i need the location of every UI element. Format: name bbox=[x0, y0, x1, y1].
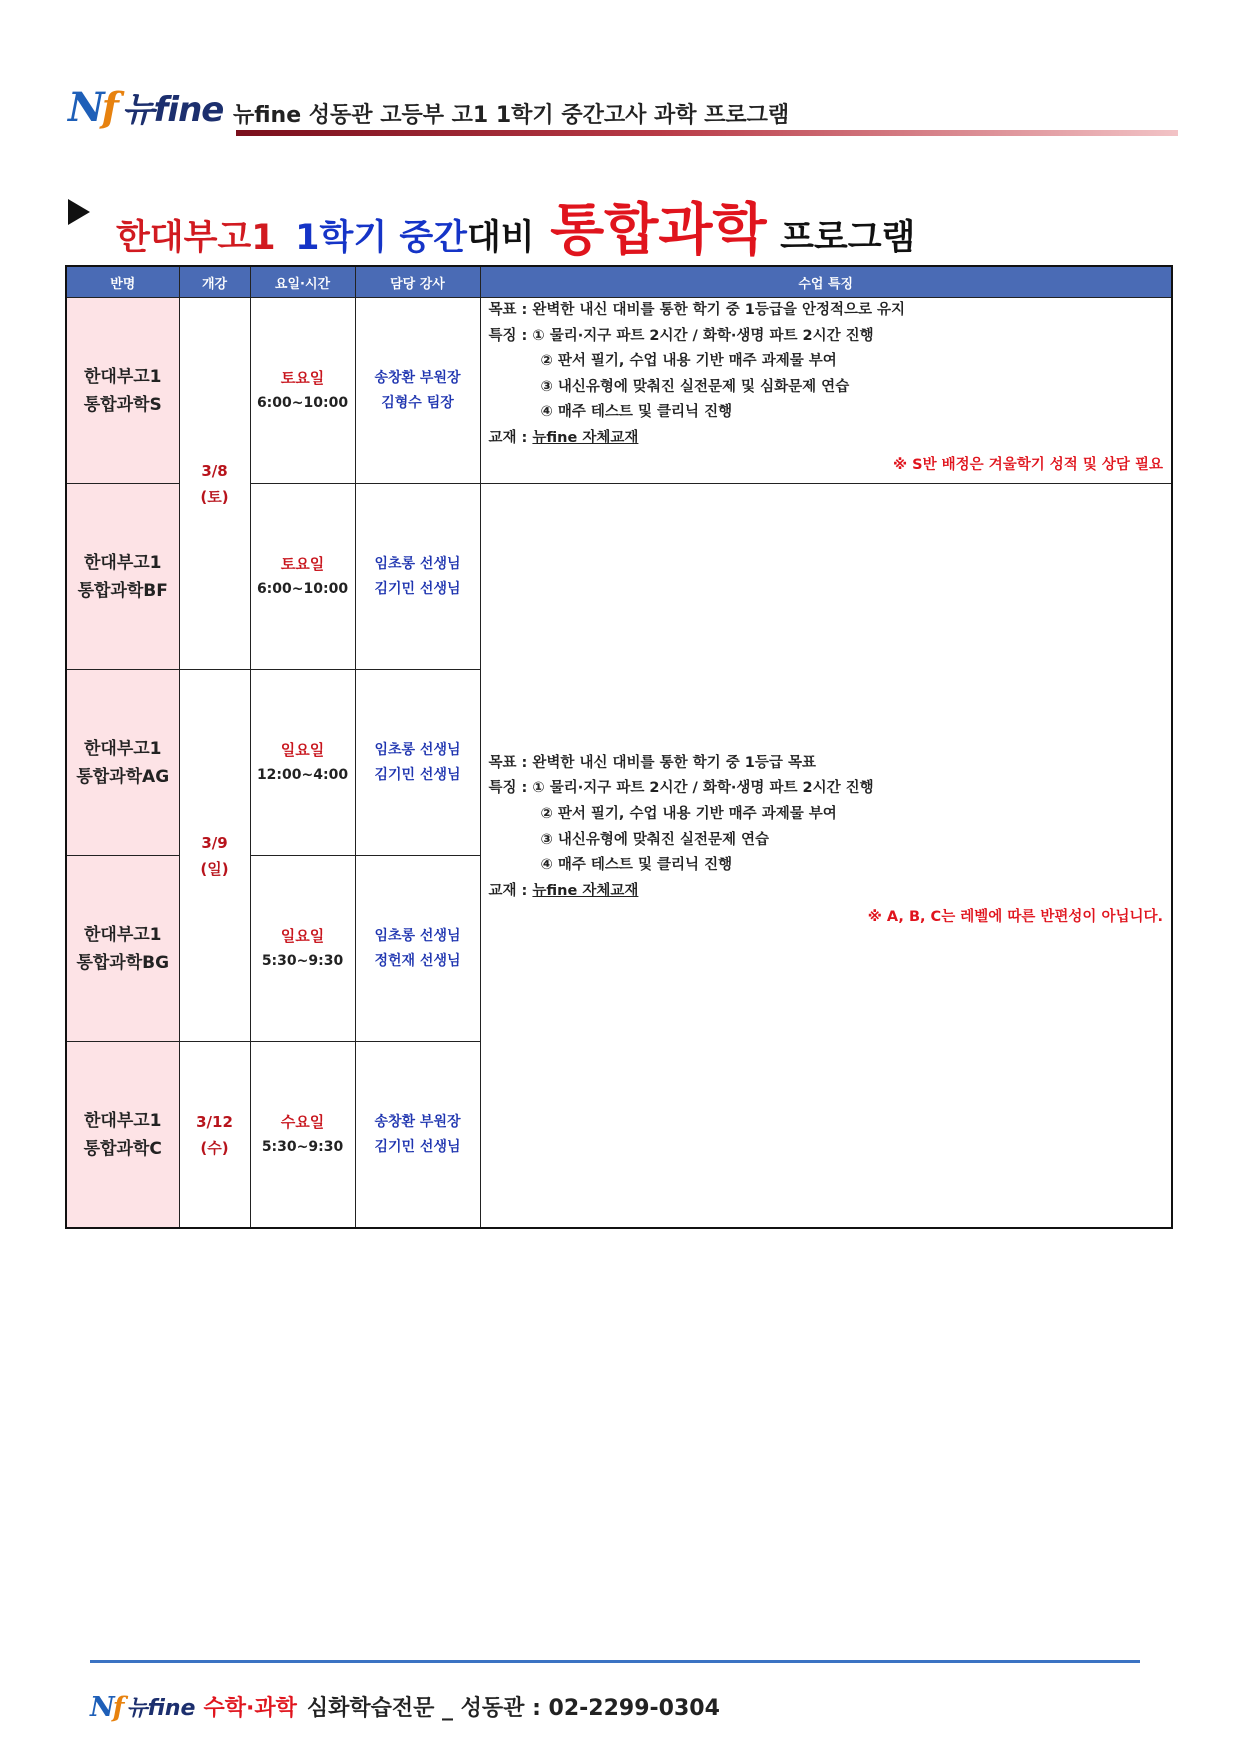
class-hours: 6:00~10:00 bbox=[256, 580, 349, 597]
time-cell bbox=[250, 856, 355, 1042]
col-header-features: 수업 특징 bbox=[480, 266, 1172, 298]
teacher-name: 정헌재 선생님 bbox=[374, 952, 461, 969]
feature-goal: 목표 : 완벽한 내신 대비를 통한 학기 중 1등급을 안정적으로 유지 bbox=[488, 302, 906, 318]
feature-item: ④ 매주 테스트 및 클리닉 진행 bbox=[540, 404, 733, 421]
class-school: 한대부고1 bbox=[83, 924, 162, 945]
open-weekday: (수) bbox=[200, 1138, 229, 1157]
play-arrow-icon bbox=[68, 199, 90, 225]
title-term: 1학기 중간 bbox=[295, 218, 467, 258]
feature-item: ② 판서 필기, 수업 내용 기반 매주 과제물 부여 bbox=[540, 353, 837, 370]
time-cell bbox=[250, 1042, 355, 1229]
time-cell bbox=[250, 670, 355, 856]
teacher-name: 김기민 선생님 bbox=[374, 1138, 461, 1155]
class-school: 한대부고1 bbox=[83, 1110, 162, 1131]
class-hours: 5:30~9:30 bbox=[261, 1138, 344, 1155]
open-date-cell bbox=[179, 670, 250, 1042]
feature-item: ④ 매주 테스트 및 클리닉 진행 bbox=[540, 857, 733, 874]
footer-divider bbox=[90, 1660, 1140, 1663]
feature-book bbox=[489, 426, 1164, 452]
feature-item: 특징 : ① 물리·지구 파트 2시간 / 화학·생명 파트 2시간 진행 bbox=[488, 327, 874, 344]
class-course: 통합과학BF bbox=[77, 580, 168, 601]
open-date-cell bbox=[179, 298, 250, 670]
program-title bbox=[68, 186, 1188, 263]
book-name: 뉴fine 자체교재 bbox=[532, 429, 639, 446]
time-cell bbox=[250, 484, 355, 670]
class-day: 토요일 bbox=[280, 554, 325, 573]
logo-mark bbox=[68, 86, 116, 130]
footer-logo-mark bbox=[90, 1692, 122, 1724]
footer-contact: 심화학습전문 _ 성동관 : 02-2299-0304 bbox=[306, 1696, 720, 1721]
feature-item: ③ 내신유형에 맞춰진 실전문제 연습 bbox=[540, 831, 770, 848]
title-subject: 통합과학 bbox=[550, 198, 767, 263]
footer-subjects: 수학·과학 bbox=[203, 1696, 297, 1721]
logo-brand-text: 뉴fine bbox=[121, 90, 224, 130]
table-header-row bbox=[66, 266, 1172, 298]
class-day: 토요일 bbox=[280, 368, 325, 387]
brand-logo bbox=[68, 82, 223, 130]
open-date-cell bbox=[179, 1042, 250, 1229]
teacher-cell bbox=[355, 856, 480, 1042]
title-school: 한대부고1 bbox=[116, 218, 276, 258]
feature-item: 특징 : ① 물리·지구 파트 2시간 / 화학·생명 파트 2시간 진행 bbox=[488, 780, 874, 797]
col-header-open: 개강 bbox=[179, 266, 250, 298]
class-hours: 12:00~4:00 bbox=[256, 766, 349, 783]
feature-note: ※ S반 배정은 겨울학기 성적 및 상담 필요 bbox=[893, 456, 1163, 473]
time-cell bbox=[250, 298, 355, 484]
open-date: 3/9 bbox=[201, 833, 228, 852]
open-weekday: (토) bbox=[200, 487, 229, 506]
class-name-cell bbox=[66, 1042, 179, 1229]
header-title: 뉴fine 성동관 고등부 고1 1학기 중간고사 과학 프로그램 bbox=[233, 103, 790, 128]
logo-mark-n: N bbox=[68, 84, 102, 131]
features-cell-others bbox=[480, 484, 1172, 1229]
teacher-cell bbox=[355, 670, 480, 856]
class-course: 통합과학C bbox=[83, 1138, 162, 1159]
class-name-cell bbox=[66, 856, 179, 1042]
class-day: 일요일 bbox=[280, 926, 325, 945]
class-hours: 5:30~9:30 bbox=[261, 952, 344, 969]
feature-book bbox=[489, 879, 1164, 905]
footer-logo-mark-f: f bbox=[112, 1692, 123, 1723]
features-cell-s bbox=[480, 298, 1172, 484]
page-footer bbox=[90, 1680, 720, 1724]
teacher-name: 임초롱 선생님 bbox=[374, 555, 461, 572]
teacher-name: 송창환 부원장 bbox=[374, 369, 461, 386]
teacher-name: 김기민 선생님 bbox=[374, 766, 461, 783]
teacher-cell bbox=[355, 1042, 480, 1229]
open-date: 3/8 bbox=[201, 461, 228, 480]
teacher-name: 김형수 팀장 bbox=[381, 394, 454, 411]
page-header bbox=[68, 82, 1178, 140]
teacher-cell bbox=[355, 298, 480, 484]
col-header-teacher: 담당 강사 bbox=[355, 266, 480, 298]
class-course: 통합과학S bbox=[83, 394, 162, 415]
class-name-cell bbox=[66, 298, 179, 484]
feature-note: ※ A, B, C는 레벨에 따른 반편성이 아닙니다. bbox=[867, 909, 1163, 926]
title-prep: 대비 bbox=[466, 218, 535, 258]
footer-logo-mark-n: N bbox=[90, 1692, 113, 1723]
feature-item: ② 판서 필기, 수업 내용 기반 매주 과제물 부여 bbox=[540, 805, 837, 822]
class-name-cell bbox=[66, 670, 179, 856]
header-divider bbox=[236, 130, 1178, 136]
class-name-cell bbox=[66, 484, 179, 670]
class-course: 통합과학AG bbox=[76, 766, 170, 787]
class-day: 일요일 bbox=[280, 740, 325, 759]
book-name: 뉴fine 자체교재 bbox=[532, 882, 639, 899]
book-label: 교재 : bbox=[488, 882, 533, 899]
table-row bbox=[66, 298, 1172, 484]
teacher-name: 임초롱 선생님 bbox=[374, 741, 461, 758]
schedule-table bbox=[65, 265, 1173, 1229]
class-school: 한대부고1 bbox=[83, 738, 162, 759]
teacher-name: 임초롱 선생님 bbox=[374, 927, 461, 944]
teacher-name: 김기민 선생님 bbox=[374, 580, 461, 597]
program-title-text bbox=[116, 186, 915, 266]
class-school: 한대부고1 bbox=[83, 552, 162, 573]
col-header-class: 반명 bbox=[66, 266, 179, 298]
logo-mark-f: f bbox=[101, 84, 116, 131]
class-day: 수요일 bbox=[280, 1112, 325, 1131]
open-date: 3/12 bbox=[196, 1112, 233, 1131]
teacher-name: 송창환 부원장 bbox=[374, 1113, 461, 1130]
class-hours: 6:00~10:00 bbox=[256, 394, 349, 411]
col-header-time: 요일·시간 bbox=[250, 266, 355, 298]
class-course: 통합과학BG bbox=[76, 952, 170, 973]
class-school: 한대부고1 bbox=[83, 366, 162, 387]
title-program: 프로그램 bbox=[780, 218, 916, 258]
teacher-cell bbox=[355, 484, 480, 670]
feature-item: ③ 내신유형에 맞춰진 실전문제 및 심화문제 연습 bbox=[540, 378, 850, 395]
footer-logo-brand: 뉴fine bbox=[126, 1696, 196, 1721]
book-label: 교재 : bbox=[488, 429, 533, 446]
feature-goal: 목표 : 완벽한 내신 대비를 통한 학기 중 1등급 목표 bbox=[488, 754, 816, 771]
open-weekday: (일) bbox=[200, 859, 229, 878]
